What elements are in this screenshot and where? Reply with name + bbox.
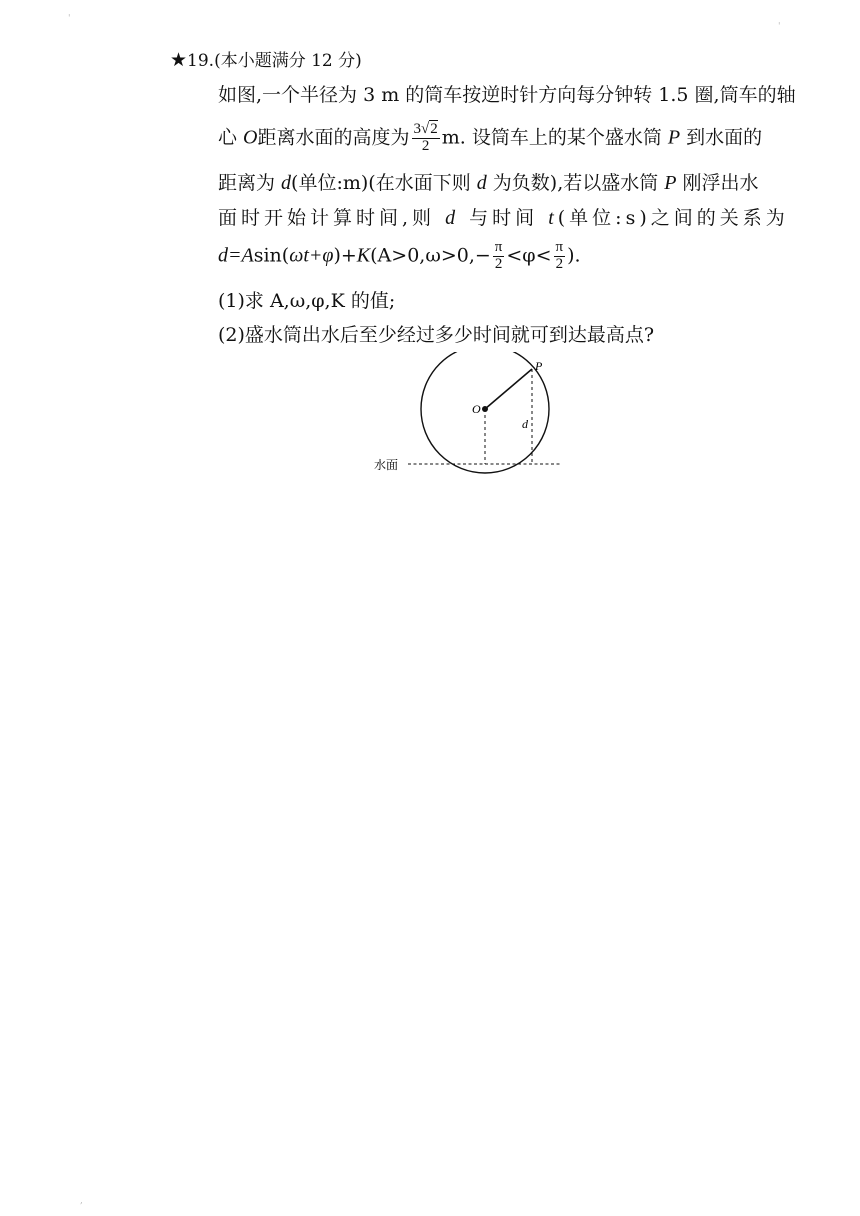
fraction-pi-half bbox=[493, 240, 505, 273]
scan-mark: , bbox=[80, 1196, 83, 1206]
formula-part: d=A bbox=[218, 244, 254, 267]
problem-line-4 bbox=[218, 203, 789, 230]
formula-part: ). bbox=[567, 244, 581, 267]
waterwheel-figure bbox=[360, 352, 580, 482]
var-O: O bbox=[243, 126, 258, 149]
problem-number: 19.(本小题满分 12 分) bbox=[187, 51, 362, 71]
formula-part: )+ bbox=[333, 244, 357, 267]
text: 面时开始计算时间,则 bbox=[218, 207, 446, 229]
label-d: d bbox=[522, 417, 528, 431]
formula-part: sin( bbox=[253, 244, 290, 267]
text: 到水面的 bbox=[680, 126, 763, 149]
formula-line bbox=[218, 240, 581, 273]
fraction-pi-half bbox=[554, 240, 566, 273]
frac-num: π bbox=[555, 239, 564, 255]
text: 距离为 bbox=[218, 172, 282, 194]
formula-part: K bbox=[356, 244, 371, 267]
radius-line bbox=[485, 369, 532, 409]
problem-line-2 bbox=[218, 122, 762, 155]
frac-den: 2 bbox=[494, 255, 503, 272]
label-O: O bbox=[472, 402, 481, 416]
problem-header bbox=[170, 46, 362, 71]
text: (单位:s)之间的关系为 bbox=[557, 207, 789, 229]
text: (单位:m)(在水面下则 bbox=[291, 172, 477, 194]
label-P: P bbox=[535, 359, 543, 373]
text: 心 bbox=[218, 126, 244, 149]
problem-line-3 bbox=[218, 168, 759, 195]
text: m. 设筒车上的某个盛水筒 bbox=[441, 126, 668, 149]
frac-radicand: 2 bbox=[430, 121, 438, 137]
frac-coef: 3 bbox=[413, 121, 422, 137]
var-P: P bbox=[664, 172, 677, 194]
scan-mark: ' bbox=[778, 22, 781, 32]
text: 距离水面的高度为 bbox=[257, 126, 410, 149]
var-t: t bbox=[548, 207, 558, 229]
star-icon: ★ bbox=[170, 49, 188, 71]
question-2: (2)盛水筒出水后至少经过多少时间就可到达最高点? bbox=[218, 324, 655, 346]
var-d: d bbox=[476, 172, 487, 194]
text: 与时间 bbox=[459, 207, 549, 229]
fraction-height: $\frac{3√2}{2}$ bbox=[413, 121, 438, 154]
frac-num: π bbox=[494, 239, 503, 255]
formula-part: ωt+φ bbox=[289, 244, 334, 267]
var-d: d bbox=[445, 207, 460, 229]
var-d: d bbox=[281, 172, 292, 194]
problem-line-1: 如图,一个半径为 3 m 的筒车按逆时针方向每分钟转 1.5 圈,筒车的轴 bbox=[218, 84, 796, 106]
formula-part: (A>0,ω>0,− bbox=[370, 244, 491, 267]
frac-den: 2 bbox=[555, 255, 564, 272]
scan-mark: ' bbox=[68, 14, 71, 24]
formula-part: <φ< bbox=[506, 244, 552, 267]
var-P: P bbox=[667, 126, 681, 149]
text: 刚浮出水 bbox=[676, 172, 759, 194]
text: 为负数),若以盛水筒 bbox=[486, 172, 665, 194]
label-water-surface: 水面 bbox=[374, 458, 399, 472]
question-1: (1)求 A,ω,φ,K 的值; bbox=[218, 290, 396, 312]
frac-denominator: 2 bbox=[421, 137, 430, 154]
